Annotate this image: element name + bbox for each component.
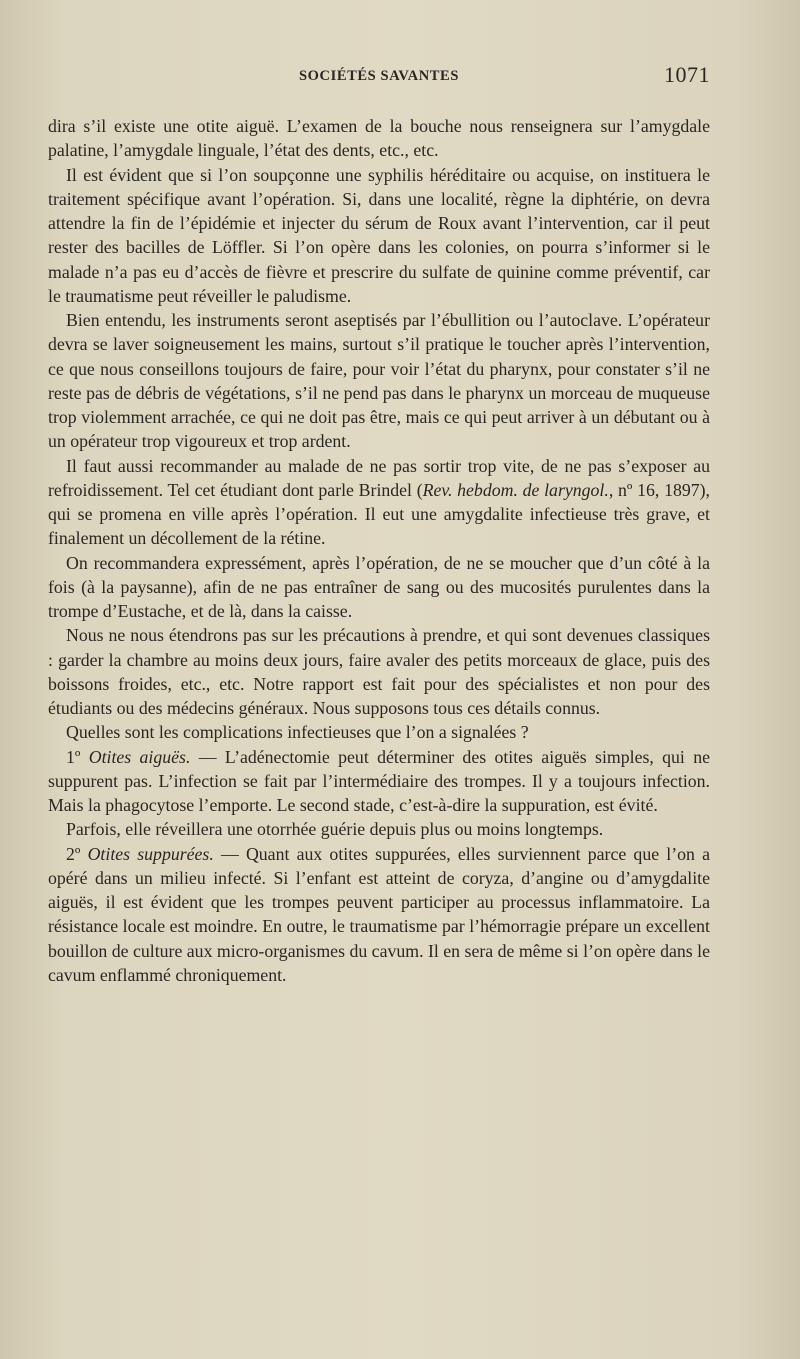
paragraph-6: Nous ne nous étendrons pas sur les précautions à prendre, et qui sont devenues classiques : garder la chambre au moins deux jours, faire avaler des petits morceaux de glace, puis des boissons froides, etc., etc. Notre rapport est fait pour des spécialistes et non pour des étudiants ou des médecins généraux. Nous supposons tous ces détails connus. (48, 625, 710, 718)
paragraph-1: dira s’il existe une otite aiguë. L’examen de la bouche nous renseignera sur l’amygdale palatine, l’amygdale linguale, l’état des dents, etc., etc. (48, 116, 710, 161)
paragraph-3: Bien entendu, les instruments seront aseptisés par l’ébullition ou l’autoclave. L’opérateur devra se laver soigneusement les mains, surtout s’il pratique le toucher après l’intervention, ce que nous conseillons toujours de faire, pour voir l’état du pharynx, pour constater s’il ne reste pas de débris de végétations, s’il ne pend pas dans le pharynx un morceau de muqueuse trop violemment arrachée, ce qui ne doit pas être, mais ce qui peut arriver à un débutant ou à un opérateur trop vigoureux et trop ardent. (48, 310, 710, 452)
section-heading-otites-aigues: Otites aiguës. (88, 746, 191, 767)
paragraph-7: Quelles sont les complications infectieuses que l’on a signalées ? (66, 722, 529, 743)
paragraph-5: On recommandera expressément, après l’opération, de ne se moucher que d’un côté à la fois (à la paysanne), afin de ne pas entraîner de sang ou des mucosités purulentes dans la trompe d’Eustache, et de là, dans la caisse. (48, 552, 710, 621)
running-title: SOCIÉTÉS SAVANTES (299, 68, 459, 84)
paragraph-4 (48, 454, 710, 551)
paragraph-8-text: — L’adénectomie peut déterminer des otites aiguës simples, qui ne suppurent pas. L’infection se fait par l’intermédiaire des trompes. Il y a toujours infection. Mais la phagocytose l’emporte. Le second stade, c’est-à-dire la suppuration, est évité. (48, 746, 710, 815)
citation-journal: Rev. hebdom. de laryngol. (422, 479, 609, 500)
paragraph-9: Parfois, elle réveillera une otorrhée guérie depuis plus ou moins longtemps. (66, 819, 604, 840)
section-number-2: 2º (66, 843, 88, 864)
paragraph-4-text-a: Il faut aussi recommander au malade de ne pas sortir trop vite, de ne pas s’exposer au refroidissement. Tel cet étudiant dont parle Brindel ( (48, 455, 710, 500)
paragraph-4-text-b: , nº 16, 1897), qui se promena en ville après l’opération. Il eut une amygdalite infectieuse très grave, et finalement un décollement de la rétine. (48, 479, 711, 549)
paragraph-10-text: — Quant aux otites suppurées, elles surviennent parce que l’on a opéré dans un milieu infecté. Si l’enfant est atteint de coryza, d’angine ou d’amygdalite aiguës, il est évident que les trompes peuvent participer au processus inflammatoire. La résistance locale est moindre. En outre, le traumatisme par l’hémorragie prépare un excellent bouillon de culture aux micro-organismes du cavum. Il en sera de même si l’on opère dans le cavum enflammé chroniquement. (48, 843, 711, 985)
paragraph-8 (48, 745, 710, 818)
page-number: 1071 (664, 62, 710, 87)
paragraph-10 (48, 842, 710, 988)
body-text (48, 114, 710, 987)
paragraph-2: Il est évident que si l’on soupçonne une syphilis héréditaire ou acquise, on instituera le traitement spécifique avant l’opération. Si, dans une localité, règne la diphtérie, on devra attendre la fin de l’épidémie et injecter du sérum de Roux avant l’intervention, car il peut rester des bacilles de Löffler. Si l’on opère dans les colonies, on pourra s’informer si le malade n’a pas eu d’accès de fièvre et prescrire du sulfate de quinine comme préventif, car le traumatisme peut réveiller le paludisme. (48, 164, 710, 306)
page-header (48, 62, 710, 92)
section-heading-otites-suppurees: Otites suppurées. (87, 843, 214, 864)
section-number-1: 1º (66, 746, 89, 767)
